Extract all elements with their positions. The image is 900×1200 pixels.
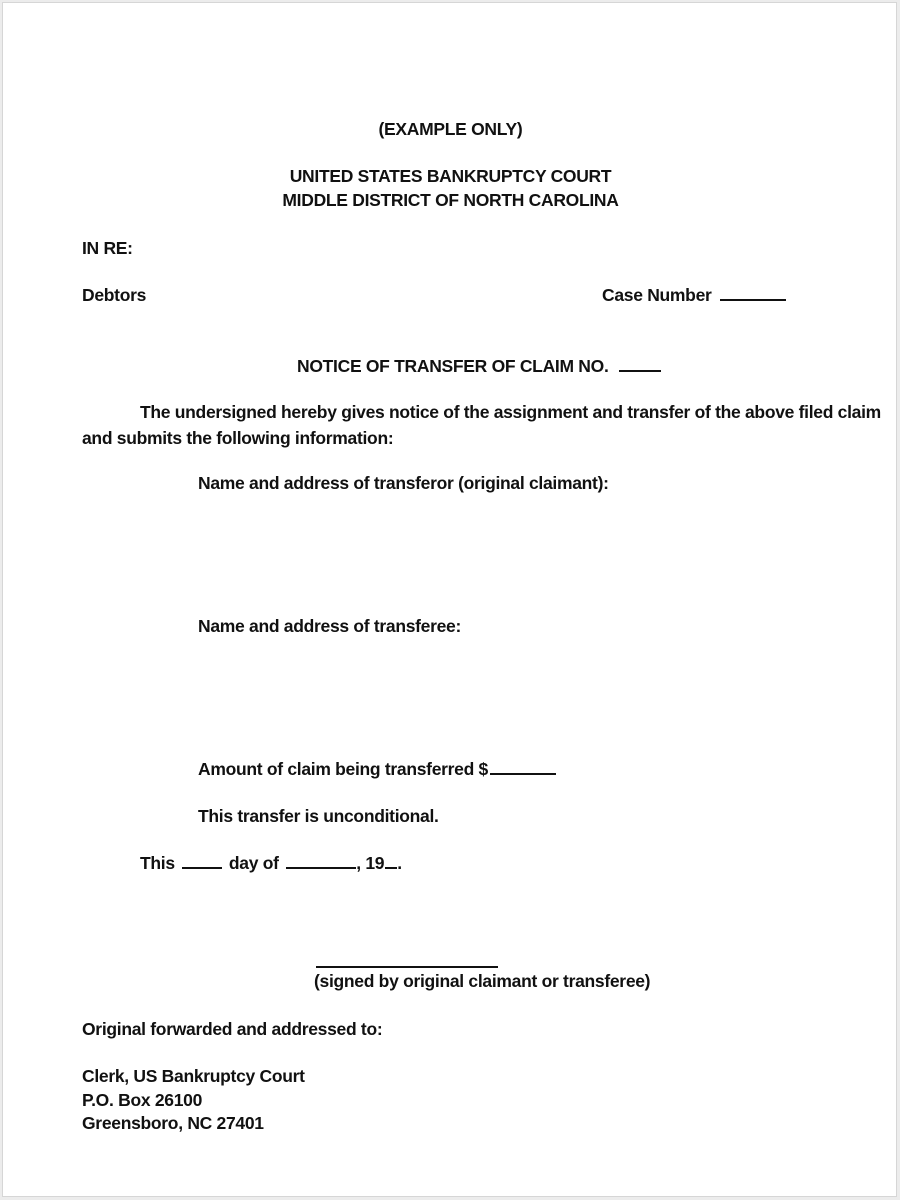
date-this: This xyxy=(140,853,175,873)
month-blank xyxy=(286,853,356,869)
transferor-label: Name and address of transferor (original claimant): xyxy=(198,473,609,493)
signature-line xyxy=(316,966,498,968)
example-only-label: (EXAMPLE ONLY) xyxy=(378,119,523,139)
amount-label: Amount of claim being transferred $ xyxy=(198,759,488,779)
address-line-3: Greensboro, NC 27401 xyxy=(82,1113,264,1133)
address-line-2: P.O. Box 26100 xyxy=(82,1090,203,1110)
unconditional-statement: This transfer is unconditional. xyxy=(198,806,439,826)
amount-field xyxy=(198,758,556,780)
notice-title xyxy=(297,355,661,377)
date-line xyxy=(140,852,402,874)
case-number-blank xyxy=(720,285,786,301)
signature-caption: (signed by original claimant or transferee) xyxy=(314,971,651,991)
amount-blank xyxy=(490,759,556,775)
debtors-label: Debtors xyxy=(82,285,147,305)
transferee-label: Name and address of transferee: xyxy=(198,616,462,636)
document-page xyxy=(2,2,897,1197)
day-blank xyxy=(182,853,222,869)
court-district: MIDDLE DISTRICT OF NORTH CAROLINA xyxy=(282,190,619,210)
date-year-prefix: , 19 xyxy=(356,853,385,873)
notice-title-text: NOTICE OF TRANSFER OF CLAIM NO. xyxy=(297,356,609,376)
date-period: . xyxy=(397,853,402,873)
in-re-label: IN RE: xyxy=(82,238,133,258)
notice-body-line-2: and submits the following information: xyxy=(82,428,394,448)
court-name: UNITED STATES BANKRUPTCY COURT xyxy=(289,166,612,186)
case-number-field xyxy=(602,284,786,306)
case-number-label: Case Number xyxy=(602,285,712,305)
year-blank xyxy=(385,853,397,869)
claim-number-blank xyxy=(619,356,661,372)
address-line-1: Clerk, US Bankruptcy Court xyxy=(82,1066,305,1086)
notice-body-line-1: The undersigned hereby gives notice of the assignment and transfer of the above filed claim xyxy=(140,402,881,422)
forwarding-label: Original forwarded and addressed to: xyxy=(82,1019,383,1039)
date-day-of: day of xyxy=(228,853,279,873)
